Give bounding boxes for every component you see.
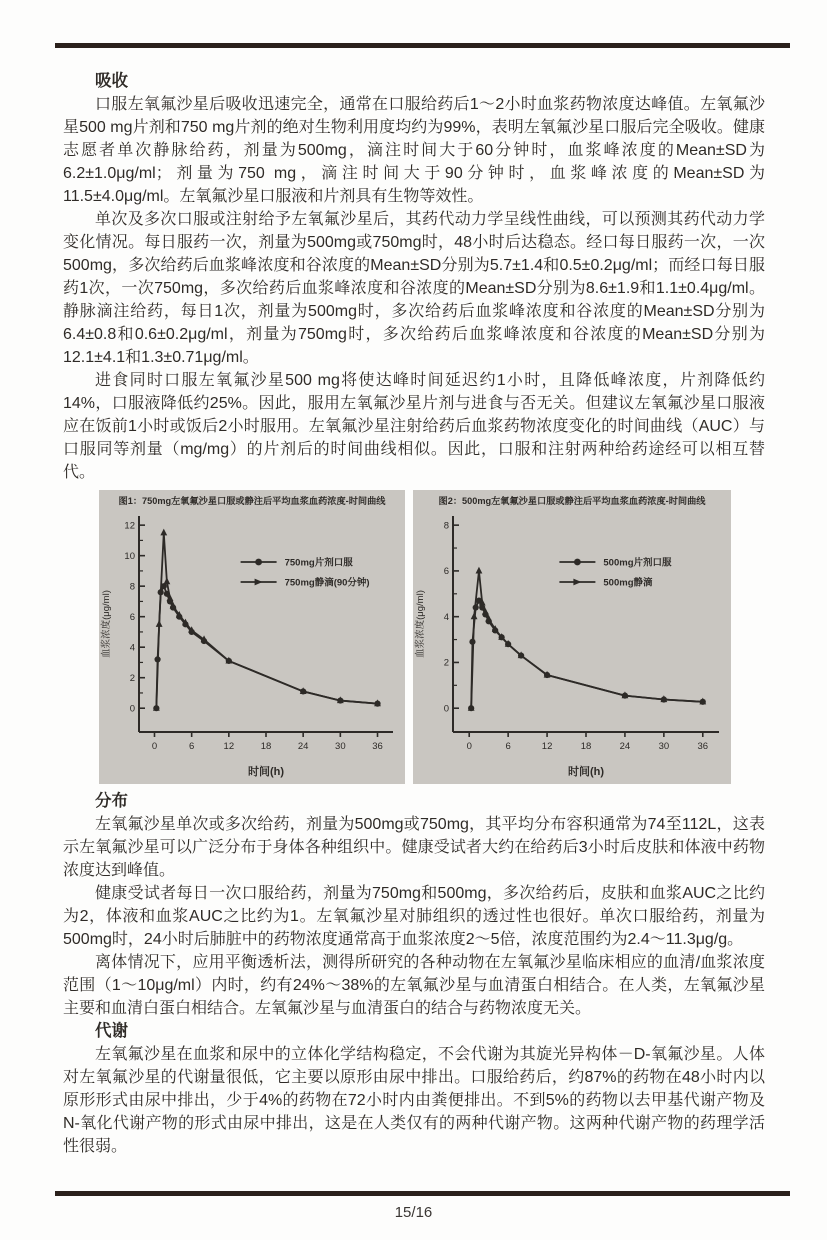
bottom-rule: [55, 1191, 790, 1196]
legend-label: 500mg片剂口服: [603, 557, 672, 569]
svg-text:12: 12: [223, 741, 235, 752]
svg-text:12: 12: [541, 741, 553, 752]
legend-label: 750mg静滴(90分钟): [284, 577, 370, 589]
chart-title: 图1：750mg左氧氟沙星口服或静注后平均血浆血药浓度-时间曲线: [118, 496, 386, 506]
svg-text:6: 6: [129, 611, 135, 623]
y-axis-label: 血浆浓度(μg/ml): [101, 590, 112, 658]
page-number: 15/16: [394, 1204, 433, 1221]
legend-label: 750mg片剂口服: [284, 557, 353, 569]
figures-row: [99, 490, 765, 784]
paragraph-metabolism-1: 左氧氟沙星在血浆和尿中的立体化学结构稳定，不会代谢为其旋光异构体－D-氧氟沙星。人体对左氧氟沙星的代谢量很低，它主要以原形由尿中排出。口服给药后，约87%的药物在48小时内以原形形式由尿中排出，少于4%的药物在72小时内由粪便排出。不到5%的药物以去甲基代谢产物及N-氧化代谢产物的形式由尿中排出，这是在人类仅有的两种代谢产物。这两种代谢产物的药理学活性很弱。: [63, 1046, 765, 1155]
svg-text:0: 0: [129, 703, 135, 715]
svg-text:4: 4: [443, 611, 449, 623]
section-heading-distribution: 分布: [95, 792, 128, 810]
svg-text:0: 0: [466, 741, 472, 752]
paragraph-distribution-2: 健康受试者每日一次口服给药，剂量为750mg和500mg，多次给药后，皮肤和血浆AUC之比约为2，体液和血浆AUC之比约为1。左氧氟沙星对肺组织的透过性也很好。单次口服给药，剂量为500mg时，24小时后肺脏中的药物浓度通常高于血浆浓度2～5倍，浓度范围约为2.4～11.3μg/g。: [63, 885, 765, 948]
x-axis-label: 时间(h): [247, 766, 285, 778]
svg-text:10: 10: [124, 550, 135, 562]
svg-text:30: 30: [335, 741, 346, 752]
paragraph-distribution-1: 左氧氟沙星单次或多次给药，剂量为500mg或750mg，其平均分布容积通常为74至112L，这表示左氧氟沙星可以广泛分布于身体各种组织中。健康受试者大约在给药后3小时后皮肤和体液中药物浓度达到峰值。: [63, 816, 765, 879]
document-content: [63, 70, 765, 1158]
paragraph-distribution-3: 离体情况下，应用平衡透析法，测得所研究的各种动物在左氧氟沙星临床相应的血清/血浆浓度范围（1～10μg/ml）内时，约有24%～38%的左氧氟沙星与血清蛋白相结合。在人类，左氧氟沙星主要和血清白蛋白相结合。左氧氟沙星与血清蛋白的结合与药物浓度无关。: [63, 954, 765, 1017]
chart-title: 图2：500mg左氧氟沙星口服或静注后平均血浆血药浓度-时间曲线: [438, 496, 706, 506]
svg-text:18: 18: [580, 741, 592, 752]
svg-text:30: 30: [658, 741, 670, 752]
top-rule: [55, 43, 790, 48]
figure2-chart: [413, 490, 731, 784]
svg-text:2: 2: [129, 672, 135, 684]
svg-text:6: 6: [443, 566, 449, 578]
svg-text:6: 6: [505, 741, 511, 752]
svg-text:0: 0: [151, 741, 158, 752]
y-axis-label: 血浆浓度(μg/ml): [415, 590, 426, 658]
svg-text:2: 2: [443, 657, 449, 669]
svg-text:24: 24: [297, 741, 309, 752]
svg-text:4: 4: [129, 642, 135, 654]
svg-text:18: 18: [260, 741, 272, 752]
svg-text:8: 8: [129, 581, 135, 593]
svg-text:6: 6: [189, 741, 195, 752]
paragraph-absorption-1: 口服左氧氟沙星后吸收迅速完全，通常在口服给药后1～2小时血浆药物浓度达峰值。左氧氟沙星500 mg片剂和750 mg片剂的绝对生物利用度均约为99%，表明左氧氟沙星口服后完全吸收。健康志愿者单次静脉给药，剂量为500mg，滴注时间大于60分钟时，血浆峰浓度的Mean±SD为6.2±1.0μg/ml；剂量为750 mg，滴注时间大于90分钟时，血浆峰浓度的Mean±SD为11.5±4.0μg/ml。左氧氟沙星口服液和片剂具有生物等效性。: [63, 96, 765, 205]
svg-text:36: 36: [372, 741, 383, 752]
section-heading-metabolism: 代谢: [95, 1022, 128, 1040]
paragraph-absorption-3: 进食同时口服左氧氟沙星500 mg将使达峰时间延迟约1小时，且降低峰浓度，片剂降低约14%，口服液降低约25%。因此，服用左氧氟沙星片剂与进食与否无关。但建议左氧氟沙星口服液应在饭前1小时或饭后2小时服用。左氧氟沙星注射给药后血浆药物浓度变化的时间曲线（AUC）与口服同等剂量（mg/mg）的片剂后的时间曲线相似。因此，口服和注射两种给药途经可以相互替代。: [63, 372, 765, 481]
svg-text:12: 12: [124, 520, 135, 532]
x-axis-label: 时间(h): [567, 766, 605, 778]
svg-text:24: 24: [619, 741, 631, 752]
svg-text:36: 36: [697, 741, 709, 752]
svg-text:8: 8: [443, 520, 449, 532]
paragraph-absorption-2: 单次及多次口服或注射给予左氧氟沙星后，其药代动力学呈线性曲线，可以预测其药代动力学变化情况。每日服药一次，剂量为500mg或750mg时，48小时后达稳态。经口每日服药一次，一次500mg，多次给药后血浆峰浓度和谷浓度的Mean±SD分别为5.7±1.4和0.5±0.2μg/ml；而经口每日服药1次，一次750mg，多次给药后血浆峰浓度和谷浓度的Mean±SD分别为8.6±1.9和1.1±0.4μg/ml。静脉滴注给药，每日1次，剂量为500mg时，多次给药后血浆峰浓度和谷浓度的Mean±SD分别为6.4±0.8和0.6±0.2μg/ml，剂量为750mg时，多次给药后血浆峰浓度和谷浓度的Mean±SD分别为12.1±4.1和1.3±0.71μg/ml。: [63, 211, 765, 366]
figure1-chart: [99, 490, 405, 784]
legend-label: 500mg静滴: [603, 577, 653, 589]
svg-text:0: 0: [443, 703, 449, 715]
section-heading-absorption: 吸收: [95, 72, 128, 90]
